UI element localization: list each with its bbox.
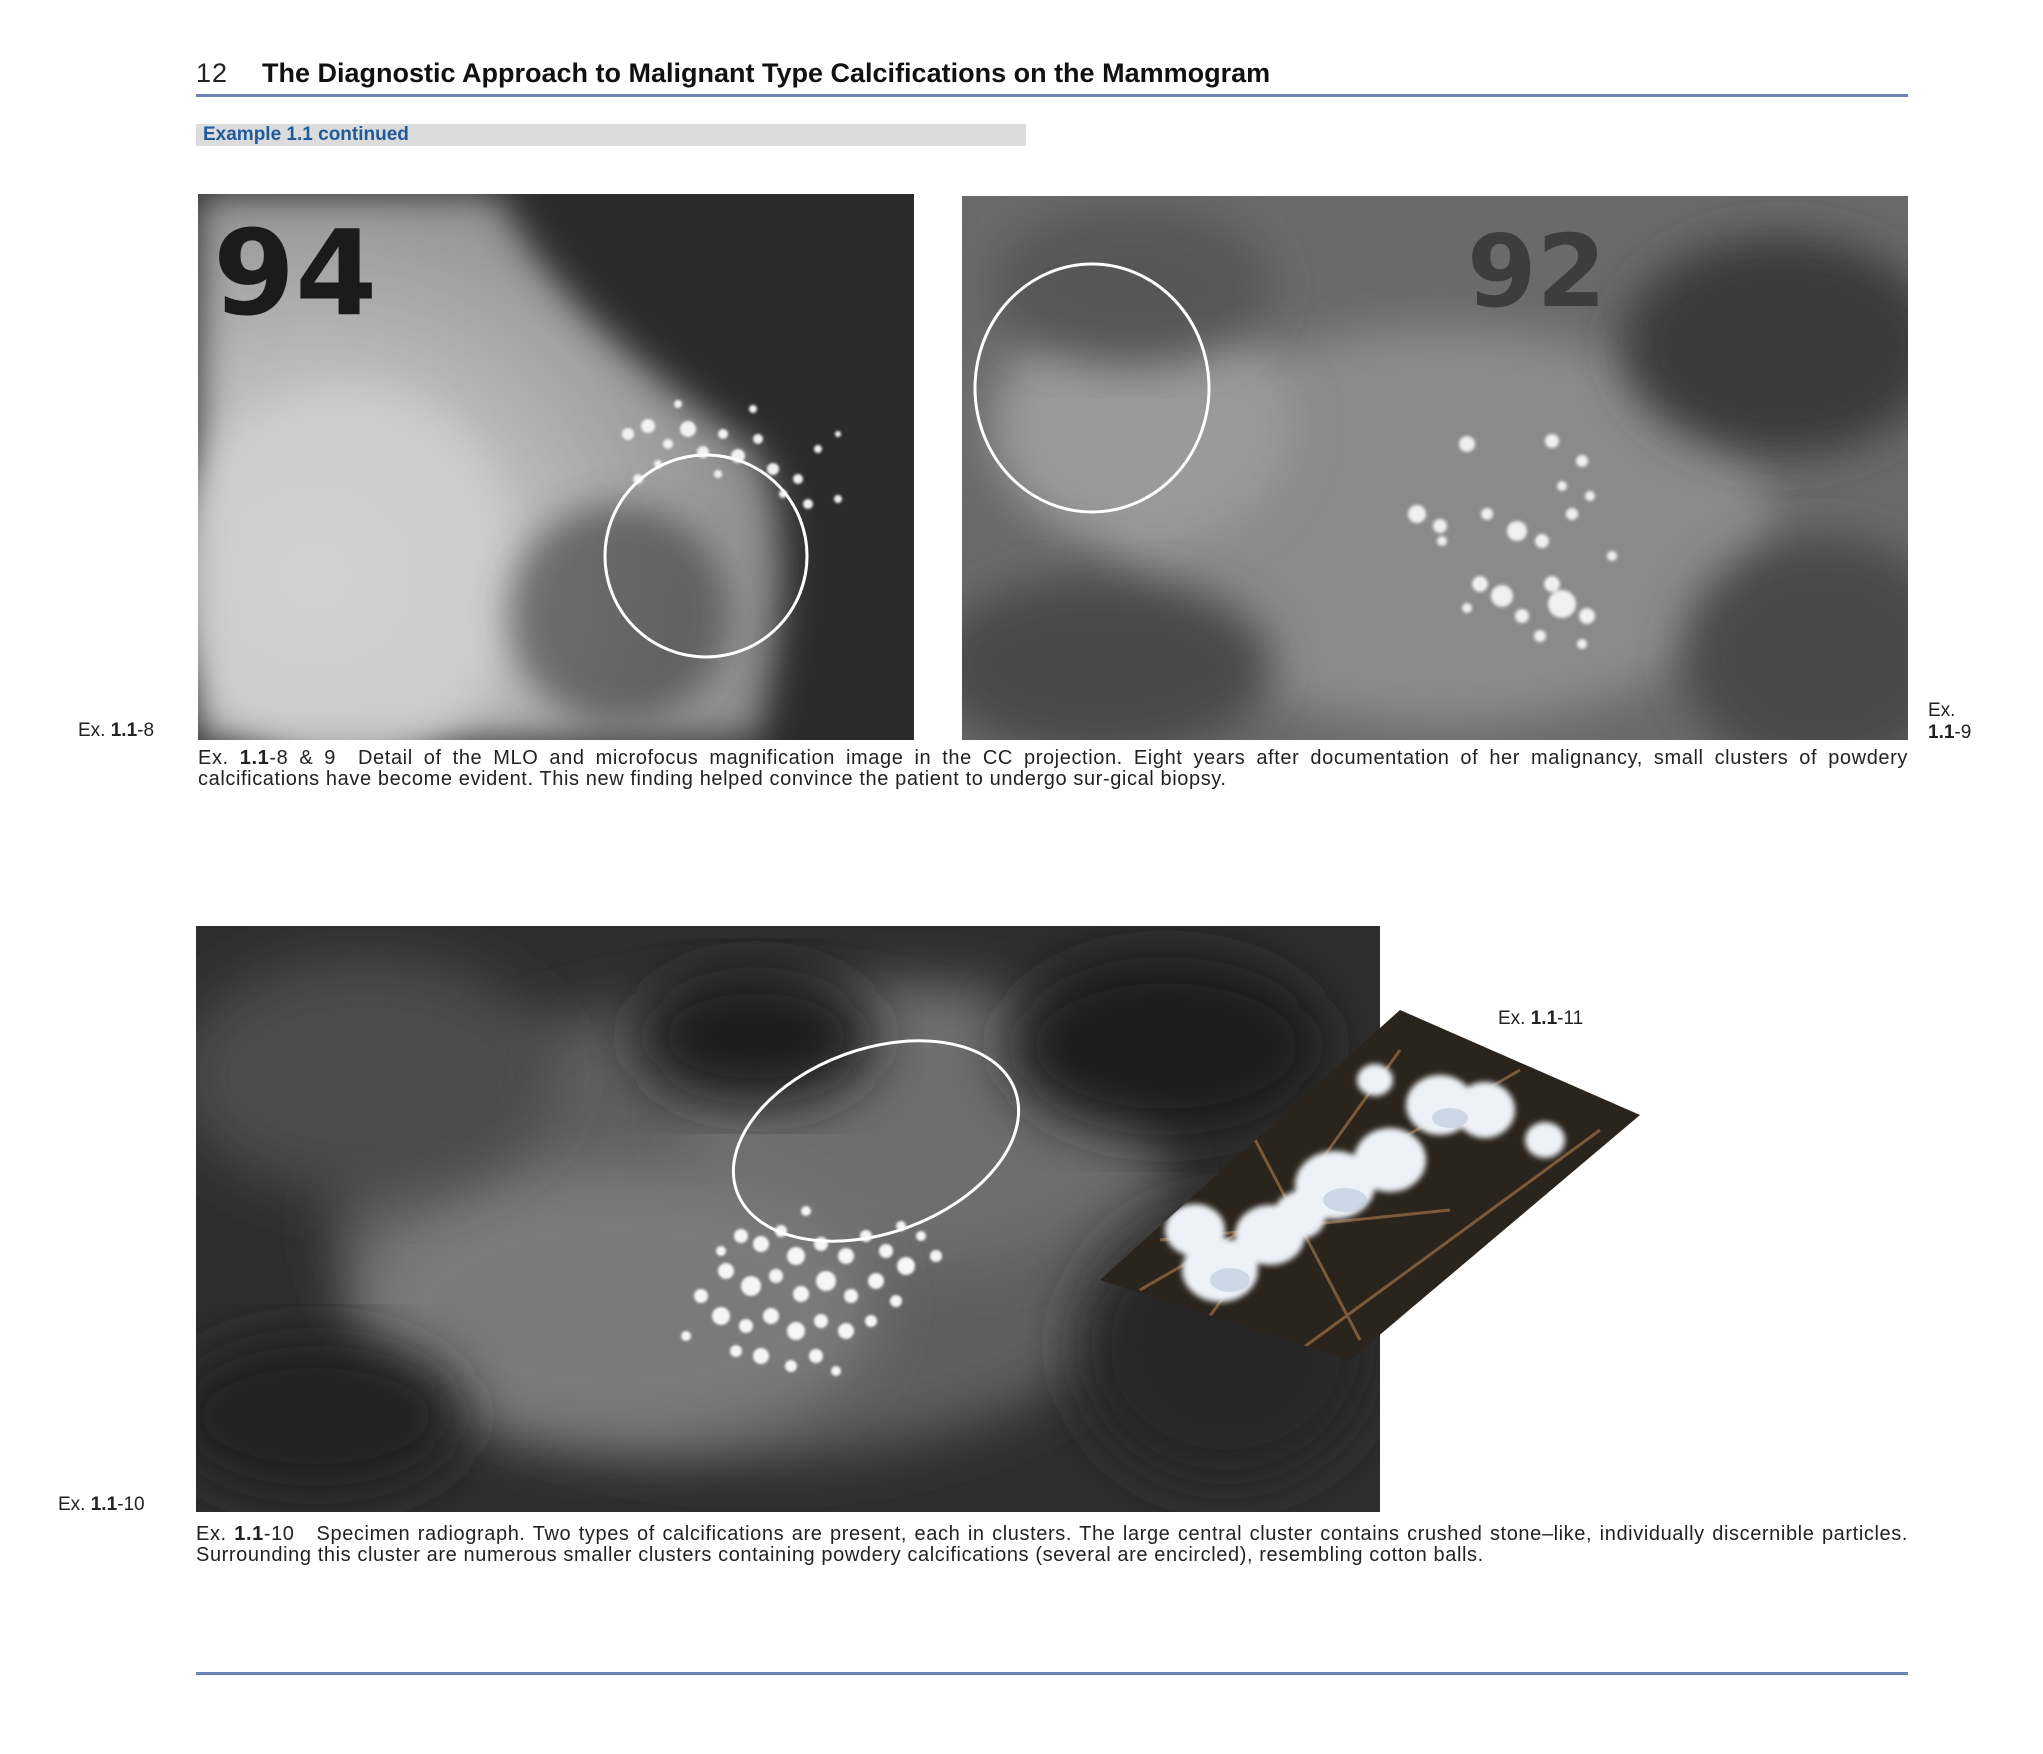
caption-id: Ex. 1.1-8 & 9 xyxy=(198,747,337,769)
caption-figure-10 xyxy=(196,1524,1908,1566)
caption-figures-8-9 xyxy=(198,748,1908,790)
caption-id: Ex. 1.1-10 xyxy=(196,1523,295,1545)
figure-label-8: Ex. 1.1-8 xyxy=(78,720,155,741)
figure-label-11: Ex. 1.1-11 xyxy=(1498,1008,1584,1029)
radiograph-mlo-image xyxy=(198,194,914,740)
cotton-balls-photo xyxy=(1100,1010,1640,1360)
section-label: Example 1.1 continued xyxy=(203,124,409,145)
header-rule xyxy=(196,94,1908,97)
figure-label-9: Ex. 1.1-9 xyxy=(1928,700,1972,743)
figure-mlo-detail xyxy=(198,194,914,740)
figure-cotton-photo xyxy=(1100,1010,1640,1360)
footer-rule xyxy=(196,1672,1908,1675)
running-title: The Diagnostic Approach to Malignant Type Calcifications on the Mammogram xyxy=(262,58,1271,88)
radiograph-cc-image xyxy=(962,196,1908,740)
caption-text: Specimen radiograph. Two types of calcifications are present, each in clusters. The large central cluster contains crushed stone–like, individually discernible particles. Surrounding this cluster are numerous smaller clusters containing powdery calcifications (several are encircled), resembling cotton balls. xyxy=(196,1523,1908,1566)
caption-text: Detail of the MLO and microfocus magnification image in the CC projection. Eight years after documentation of her malignancy, small clusters of powdery calcifications have become evident. This new finding helped convince the patient to undergo sur-gical biopsy. xyxy=(198,747,1908,790)
film-marker-number: 94 xyxy=(213,204,378,342)
figure-cc-magnification xyxy=(962,196,1908,740)
figure-label-10: Ex. 1.1-10 xyxy=(58,1494,145,1515)
page-number: 12 xyxy=(196,58,229,88)
film-marker-number: 92 xyxy=(1467,213,1607,330)
